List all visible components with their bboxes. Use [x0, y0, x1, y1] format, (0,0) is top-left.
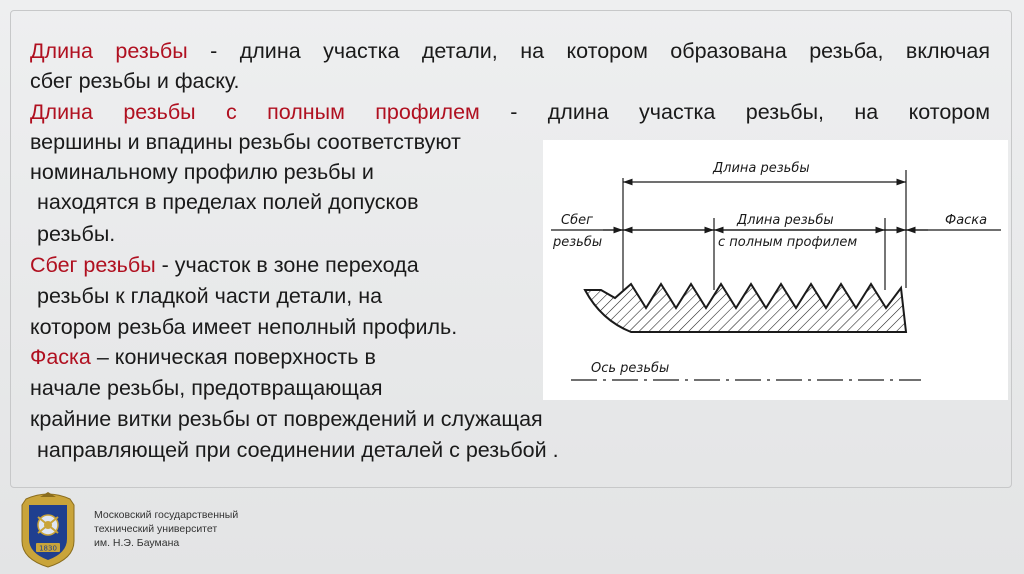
- thread-diagram-svg: [543, 140, 1008, 400]
- emblem-year: 1830: [39, 544, 57, 553]
- definition-chamfer-line-4: направляющей при соединении деталей с резьбой .: [37, 438, 559, 462]
- text-segment: – коническая поверхность в: [90, 345, 376, 369]
- term-full-profile: Длина резьбы с полным профилем: [30, 100, 480, 124]
- label-full-profile-2: с полным профилем: [718, 235, 858, 250]
- definition-full-profile-line-3: номинальному профилю резьбы и: [30, 160, 374, 184]
- thread-section: [585, 284, 906, 332]
- university-emblem: [14, 489, 82, 569]
- label-runout-1: Сбег: [561, 213, 593, 228]
- definition-full-profile-line-5: резьбы.: [37, 222, 116, 246]
- definition-thread-length-line-1: [30, 37, 990, 65]
- definition-chamfer-line-2: начале резьбы, предотвращающая: [30, 376, 383, 400]
- definition-full-profile-line-4: находятся в пределах полей допусков: [37, 190, 419, 214]
- university-name-line-1: Московский государственный: [94, 509, 239, 521]
- university-name-line-3: им. Н.Э. Баумана: [94, 537, 180, 549]
- university-name-line-2: технический университет: [94, 523, 218, 535]
- definition-runout-line-3: котором резьба имеет неполный профиль.: [30, 315, 458, 339]
- definition-full-profile-line-2: вершины и впадины резьбы соответствуют: [30, 130, 461, 154]
- university-name: [94, 508, 238, 550]
- definition-chamfer-line-3: крайние витки резьбы от повреждений и служащая: [30, 407, 543, 431]
- label-runout-2: резьбы: [553, 235, 603, 250]
- label-axis: Ось резьбы: [591, 361, 670, 376]
- definition-runout-line-1: [30, 251, 419, 279]
- term-runout: Сбег резьбы: [30, 253, 156, 277]
- definition-runout-line-2: резьбы к гладкой части детали, на: [37, 284, 383, 308]
- definition-full-profile-line-1: [30, 98, 990, 126]
- term-thread-length: Длина резьбы: [30, 39, 188, 63]
- label-full-profile-1: Длина резьбы: [737, 213, 834, 228]
- thread-diagram: [543, 140, 1008, 400]
- emblem-icon: [14, 489, 82, 569]
- definition-chamfer-line-1: [30, 343, 376, 371]
- definition-thread-length-line-2: сбег резьбы и фаску.: [30, 69, 240, 93]
- text-segment: - длина участка резьбы, на котором: [479, 100, 990, 124]
- text-segment: - участок в зоне перехода: [155, 253, 419, 277]
- text-segment: - длина участка детали, на котором образована резьба, включая: [187, 39, 990, 63]
- label-thread-length: Длина резьбы: [713, 161, 810, 176]
- label-chamfer: Фаска: [945, 213, 988, 228]
- term-chamfer: Фаска: [30, 345, 91, 369]
